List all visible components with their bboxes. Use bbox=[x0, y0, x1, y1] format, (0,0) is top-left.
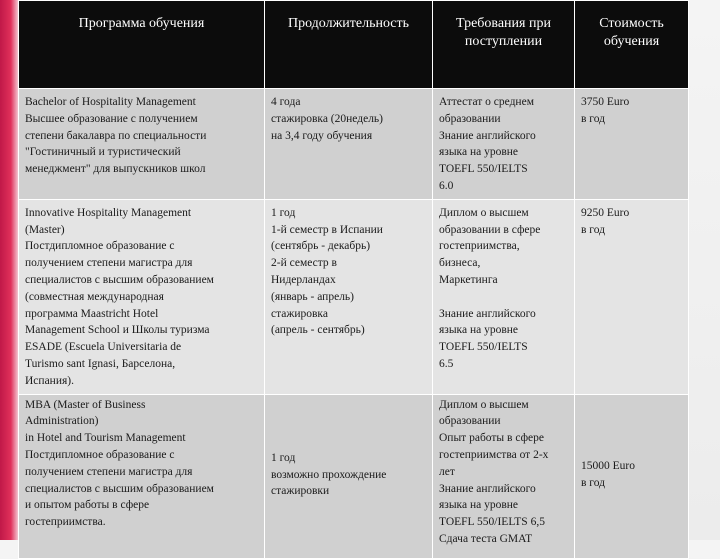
cell-requirements: Диплом о высшем образовании Опыт работы в сфере гостеприимства от 2-х лет Знание английского языка на уровне TOEFL 550/IELTS 6,5 Сдача теста GMAT bbox=[433, 394, 575, 558]
cell-program: MBA (Master of Business Administration) in Hotel and Tourism Management Постдипломное образование с получением степени магистра для специалистов с высшим образованием и опытом работы в сфере гостеприимства. bbox=[19, 394, 265, 558]
cell-duration: 4 года стажировка (20недель) на 3,4 году обучения bbox=[265, 89, 433, 200]
table-row bbox=[19, 394, 689, 558]
cell-cost: 3750 Euro в год bbox=[575, 89, 689, 200]
cell-cost: 15000 Euro в год bbox=[575, 394, 689, 558]
slide-accent-bar bbox=[0, 0, 18, 540]
cell-program: Innovative Hospitality Management (Master) Постдипломное образование с получением степени магистра для специалистов с высшим образованием (совместная международная программа Maastricht Hotel Management School и Школы туризма ESADE (Escuela Universitaria de Turismo sant Ignasi, Барселона, Испания). bbox=[19, 199, 265, 394]
header-program: Программа обучения bbox=[19, 1, 265, 89]
table-header-row bbox=[19, 1, 689, 89]
table-row bbox=[19, 199, 689, 394]
header-requirements: Требования при поступлении bbox=[433, 1, 575, 89]
cell-program: Bachelor of Hospitality Management Высшее образование с получением степени бакалавра по специальности "Гостиничный и туристический менеджмент" для выпускников школ bbox=[19, 89, 265, 200]
cell-duration: 1 год 1-й семестр в Испании (сентябрь - декабрь) 2-й семестр в Нидерландах (январь - апрель) стажировка (апрель - сентябрь) bbox=[265, 199, 433, 394]
cell-requirements: Диплом о высшем образовании в сфере гостеприимства, бизнеса, Маркетинга Знание английского языка на уровне TOEFL 550/IELTS 6.5 bbox=[433, 199, 575, 394]
header-cost: Стоимость обучения bbox=[575, 1, 689, 89]
cell-cost: 9250 Euro в год bbox=[575, 199, 689, 394]
header-duration: Продолжительность bbox=[265, 1, 433, 89]
table-row bbox=[19, 89, 689, 200]
programs-table bbox=[18, 0, 689, 559]
cell-requirements: Аттестат о среднем образовании Знание английского языка на уровне TOEFL 550/IELTS 6.0 bbox=[433, 89, 575, 200]
cell-duration: 1 год возможно прохождение стажировки bbox=[265, 394, 433, 558]
